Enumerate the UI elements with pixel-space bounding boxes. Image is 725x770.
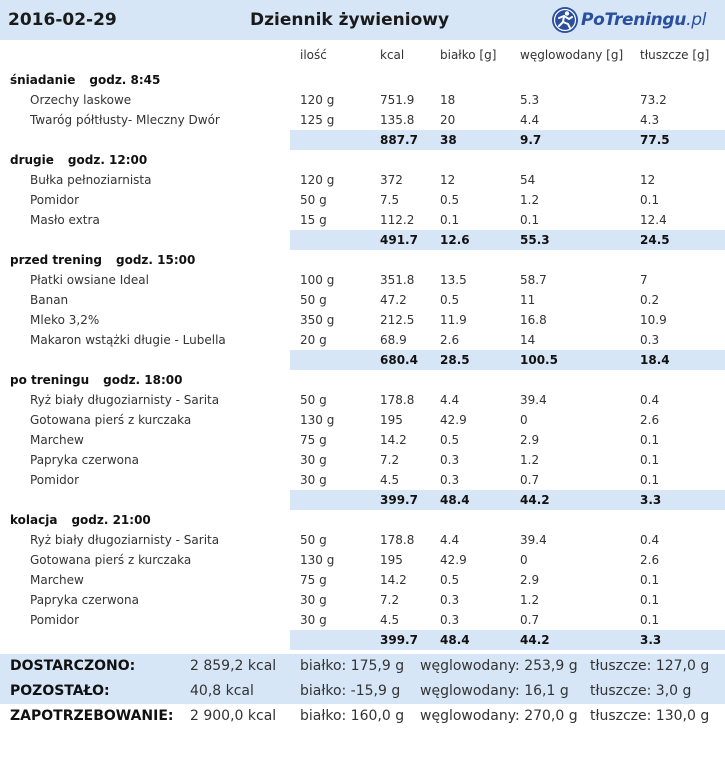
food-kcal: 112.2: [380, 213, 415, 227]
food-protein: 0.1: [440, 213, 460, 227]
food-name: Marchew: [30, 433, 84, 447]
food-name: Mleko 3,2%: [30, 313, 100, 327]
totals-label: POZOSTAŁO:: [10, 683, 110, 699]
meal-time: godz. 15:00: [115, 253, 196, 267]
food-protein: 42.9: [440, 553, 467, 567]
food-kcal: 47.2: [380, 293, 407, 307]
food-quantity: 130 g: [300, 553, 335, 567]
food-item-row: [0, 470, 725, 490]
page-header: [0, 0, 725, 40]
food-item-row: [0, 110, 725, 130]
food-quantity: 50 g: [300, 393, 327, 407]
food-item-row: [0, 610, 725, 630]
totals-fat: tłuszcze: 127,0 g: [590, 658, 710, 674]
food-fat: 0.4: [640, 533, 660, 547]
totals-carbs: węglowodany: 253,9 g: [420, 658, 578, 674]
food-fat: 2.6: [640, 553, 660, 567]
food-carbs: 0: [520, 413, 528, 427]
food-kcal: 7.5: [380, 193, 400, 207]
food-name: Banan: [30, 293, 69, 307]
runner-logo-icon: [550, 5, 580, 35]
meal-title: po treningu: [10, 373, 90, 387]
food-carbs: 11: [520, 293, 536, 307]
food-quantity: 30 g: [300, 613, 327, 627]
meal-sum-row: [0, 630, 725, 650]
totals-label: DOSTARCZONO:: [10, 658, 136, 674]
food-quantity: 125 g: [300, 113, 335, 127]
meal-title: drugie: [10, 153, 54, 167]
totals-kcal: 2 900,0 kcal: [190, 708, 277, 724]
sum-fat: 3.3: [640, 493, 662, 507]
food-kcal: 7.2: [380, 593, 400, 607]
food-fat: 0.1: [640, 433, 660, 447]
sum-kcal: 887.7: [380, 133, 418, 147]
food-kcal: 195: [380, 553, 403, 567]
food-name: Makaron wstążki długie - Lubella: [30, 333, 226, 347]
sum-protein: 48.4: [440, 493, 470, 507]
food-carbs: 14: [520, 333, 536, 347]
totals-row: [0, 704, 725, 729]
sum-fat: 24.5: [640, 233, 670, 247]
logo-text: PoTreningu.pl: [581, 10, 707, 30]
food-item-row: [0, 290, 725, 310]
food-protein: 0.3: [440, 613, 460, 627]
food-protein: 0.3: [440, 473, 460, 487]
sum-protein: 48.4: [440, 633, 470, 647]
meal-title: śniadanie: [10, 73, 76, 87]
food-kcal: 178.8: [380, 393, 415, 407]
food-quantity: 30 g: [300, 593, 327, 607]
meal-header: [0, 70, 725, 90]
food-protein: 0.5: [440, 193, 460, 207]
sum-carbs: 44.2: [520, 633, 550, 647]
sum-carbs: 44.2: [520, 493, 550, 507]
totals-row: [0, 679, 725, 704]
food-name: Gotowana pierś z kurczaka: [30, 553, 192, 567]
food-name: Orzechy laskowe: [30, 93, 132, 107]
food-quantity: 50 g: [300, 193, 327, 207]
meal-name: [10, 153, 147, 167]
sum-carbs: 55.3: [520, 233, 550, 247]
meal-name: [10, 253, 195, 267]
meal-sum-row: [0, 230, 725, 250]
food-fat: 0.1: [640, 613, 660, 627]
food-carbs: 1.2: [520, 453, 540, 467]
food-item-row: [0, 270, 725, 290]
sum-kcal: 399.7: [380, 493, 418, 507]
sum-fat: 18.4: [640, 353, 670, 367]
food-name: Płatki owsiane Ideal: [30, 273, 149, 287]
food-item-row: [0, 430, 725, 450]
meal-header: [0, 150, 725, 170]
food-fat: 10.9: [640, 313, 667, 327]
food-item-row: [0, 190, 725, 210]
food-item-row: [0, 90, 725, 110]
food-name: Gotowana pierś z kurczaka: [30, 413, 192, 427]
totals-carbs: węglowodany: 270,0 g: [420, 708, 578, 724]
food-quantity: 50 g: [300, 293, 327, 307]
food-fat: 73.2: [640, 93, 667, 107]
food-item-row: [0, 410, 725, 430]
food-kcal: 14.2: [380, 573, 407, 587]
food-fat: 0.1: [640, 453, 660, 467]
food-name: Pomidor: [30, 473, 80, 487]
food-name: Pomidor: [30, 193, 80, 207]
food-protein: 13.5: [440, 273, 467, 287]
food-protein: 4.4: [440, 533, 460, 547]
food-fat: 12.4: [640, 213, 667, 227]
totals-label: ZAPOTRZEBOWANIE:: [10, 708, 174, 724]
totals-carbs: węglowodany: 16,1 g: [420, 683, 569, 699]
totals-kcal: 2 859,2 kcal: [190, 658, 277, 674]
food-name: Twaróg półtłusty- Mleczny Dwór: [30, 113, 220, 127]
food-carbs: 2.9: [520, 573, 540, 587]
food-kcal: 351.8: [380, 273, 415, 287]
food-item-row: [0, 310, 725, 330]
food-kcal: 195: [380, 413, 403, 427]
totals-fat: tłuszcze: 130,0 g: [590, 708, 710, 724]
food-item-row: [0, 450, 725, 470]
column-header-fat: tłuszcze [g]: [640, 48, 710, 62]
meal-header: [0, 370, 725, 390]
food-name: Pomidor: [30, 613, 80, 627]
column-header-kcal: kcal: [380, 48, 405, 62]
food-kcal: 7.2: [380, 453, 400, 467]
food-quantity: 30 g: [300, 453, 327, 467]
food-item-row: [0, 550, 725, 570]
totals-kcal: 40,8 kcal: [190, 683, 254, 699]
meal-time: godz. 12:00: [67, 153, 148, 167]
sum-protein: 38: [440, 133, 457, 147]
food-protein: 2.6: [440, 333, 460, 347]
food-fat: 7: [640, 273, 648, 287]
meal-title: przed trening: [10, 253, 102, 267]
food-kcal: 14.2: [380, 433, 407, 447]
food-protein: 18: [440, 93, 456, 107]
food-quantity: 50 g: [300, 533, 327, 547]
food-carbs: 0.1: [520, 213, 540, 227]
food-carbs: 0.7: [520, 613, 540, 627]
food-carbs: 39.4: [520, 533, 547, 547]
food-fat: 0.1: [640, 573, 660, 587]
food-name: Bułka pełnoziarnista: [30, 173, 152, 187]
potreningu-logo[interactable]: [550, 5, 706, 35]
food-fat: 4.3: [640, 113, 660, 127]
food-quantity: 75 g: [300, 433, 327, 447]
meal-time: godz. 8:45: [89, 73, 161, 87]
food-carbs: 0: [520, 553, 528, 567]
food-protein: 42.9: [440, 413, 467, 427]
food-quantity: 120 g: [300, 173, 335, 187]
column-header-protein: białko [g]: [440, 48, 497, 62]
food-carbs: 39.4: [520, 393, 547, 407]
meal-name: [10, 73, 160, 87]
food-protein: 11.9: [440, 313, 467, 327]
food-protein: 12: [440, 173, 456, 187]
meal-header: [0, 510, 725, 530]
column-header-carbs: węglowodany [g]: [520, 48, 624, 62]
column-header-row: [0, 45, 725, 65]
food-carbs: 16.8: [520, 313, 547, 327]
meal-time: godz. 21:00: [71, 513, 151, 527]
food-fat: 0.1: [640, 473, 660, 487]
food-name: Ryż biały długoziarnisty - Sarita: [30, 533, 220, 547]
sum-protein: 12.6: [440, 233, 470, 247]
food-item-row: [0, 330, 725, 350]
sum-fat: 3.3: [640, 633, 662, 647]
meal-sum-row: [0, 130, 725, 150]
meal-header: [0, 250, 725, 270]
sum-kcal: 399.7: [380, 633, 418, 647]
meal-sum-row: [0, 490, 725, 510]
food-name: Papryka czerwona: [30, 593, 139, 607]
meal-time: godz. 18:00: [103, 373, 183, 387]
food-fat: 0.1: [640, 593, 660, 607]
food-item-row: [0, 530, 725, 550]
food-protein: 4.4: [440, 393, 460, 407]
food-quantity: 75 g: [300, 573, 327, 587]
food-quantity: 20 g: [300, 333, 327, 347]
sum-kcal: 491.7: [380, 233, 418, 247]
food-kcal: 212.5: [380, 313, 415, 327]
meal-sum-row: [0, 350, 725, 370]
sum-fat: 77.5: [640, 133, 670, 147]
food-protein: 0.3: [440, 453, 460, 467]
food-item-row: [0, 170, 725, 190]
food-quantity: 120 g: [300, 93, 335, 107]
food-kcal: 68.9: [380, 333, 407, 347]
food-item-row: [0, 390, 725, 410]
food-name: Marchew: [30, 573, 84, 587]
totals-row: [0, 654, 725, 679]
food-protein: 20: [440, 113, 456, 127]
food-quantity: 350 g: [300, 313, 335, 327]
food-kcal: 178.8: [380, 533, 415, 547]
food-name: Masło extra: [30, 213, 100, 227]
food-protein: 0.5: [440, 433, 460, 447]
sum-carbs: 100.5: [520, 353, 558, 367]
food-carbs: 54: [520, 173, 536, 187]
food-fat: 0.1: [640, 193, 660, 207]
meal-name: [10, 513, 151, 527]
sum-carbs: 9.7: [520, 133, 542, 147]
food-protein: 0.5: [440, 293, 460, 307]
food-carbs: 4.4: [520, 113, 540, 127]
food-kcal: 4.5: [380, 473, 400, 487]
food-item-row: [0, 590, 725, 610]
food-protein: 0.3: [440, 593, 460, 607]
food-carbs: 1.2: [520, 593, 540, 607]
meal-name: [10, 373, 182, 387]
food-kcal: 135.8: [380, 113, 415, 127]
sum-protein: 28.5: [440, 353, 470, 367]
food-carbs: 1.2: [520, 193, 540, 207]
food-fat: 0.3: [640, 333, 660, 347]
page-title: Dziennik żywieniowy: [250, 10, 450, 30]
food-quantity: 130 g: [300, 413, 335, 427]
food-carbs: 58.7: [520, 273, 547, 287]
food-quantity: 15 g: [300, 213, 327, 227]
food-name: Ryż biały długoziarnisty - Sarita: [30, 393, 220, 407]
food-fat: 0.2: [640, 293, 660, 307]
column-header-quantity: ilość: [300, 48, 327, 62]
food-carbs: 5.3: [520, 93, 540, 107]
food-protein: 0.5: [440, 573, 460, 587]
food-fat: 2.6: [640, 413, 660, 427]
sum-kcal: 680.4: [380, 353, 418, 367]
totals-fat: tłuszcze: 3,0 g: [590, 683, 692, 699]
food-carbs: 2.9: [520, 433, 540, 447]
food-fat: 0.4: [640, 393, 660, 407]
food-kcal: 4.5: [380, 613, 400, 627]
food-quantity: 100 g: [300, 273, 335, 287]
food-kcal: 751.9: [380, 93, 415, 107]
totals-protein: białko: 175,9 g: [300, 658, 405, 674]
food-item-row: [0, 210, 725, 230]
meal-title: kolacja: [10, 513, 58, 527]
totals-protein: białko: -15,9 g: [300, 683, 401, 699]
totals-protein: białko: 160,0 g: [300, 708, 405, 724]
food-item-row: [0, 570, 725, 590]
food-quantity: 30 g: [300, 473, 327, 487]
food-name: Papryka czerwona: [30, 453, 139, 467]
food-fat: 12: [640, 173, 656, 187]
food-carbs: 0.7: [520, 473, 540, 487]
diary-date: 2016-02-29: [8, 10, 117, 30]
food-kcal: 372: [380, 173, 403, 187]
